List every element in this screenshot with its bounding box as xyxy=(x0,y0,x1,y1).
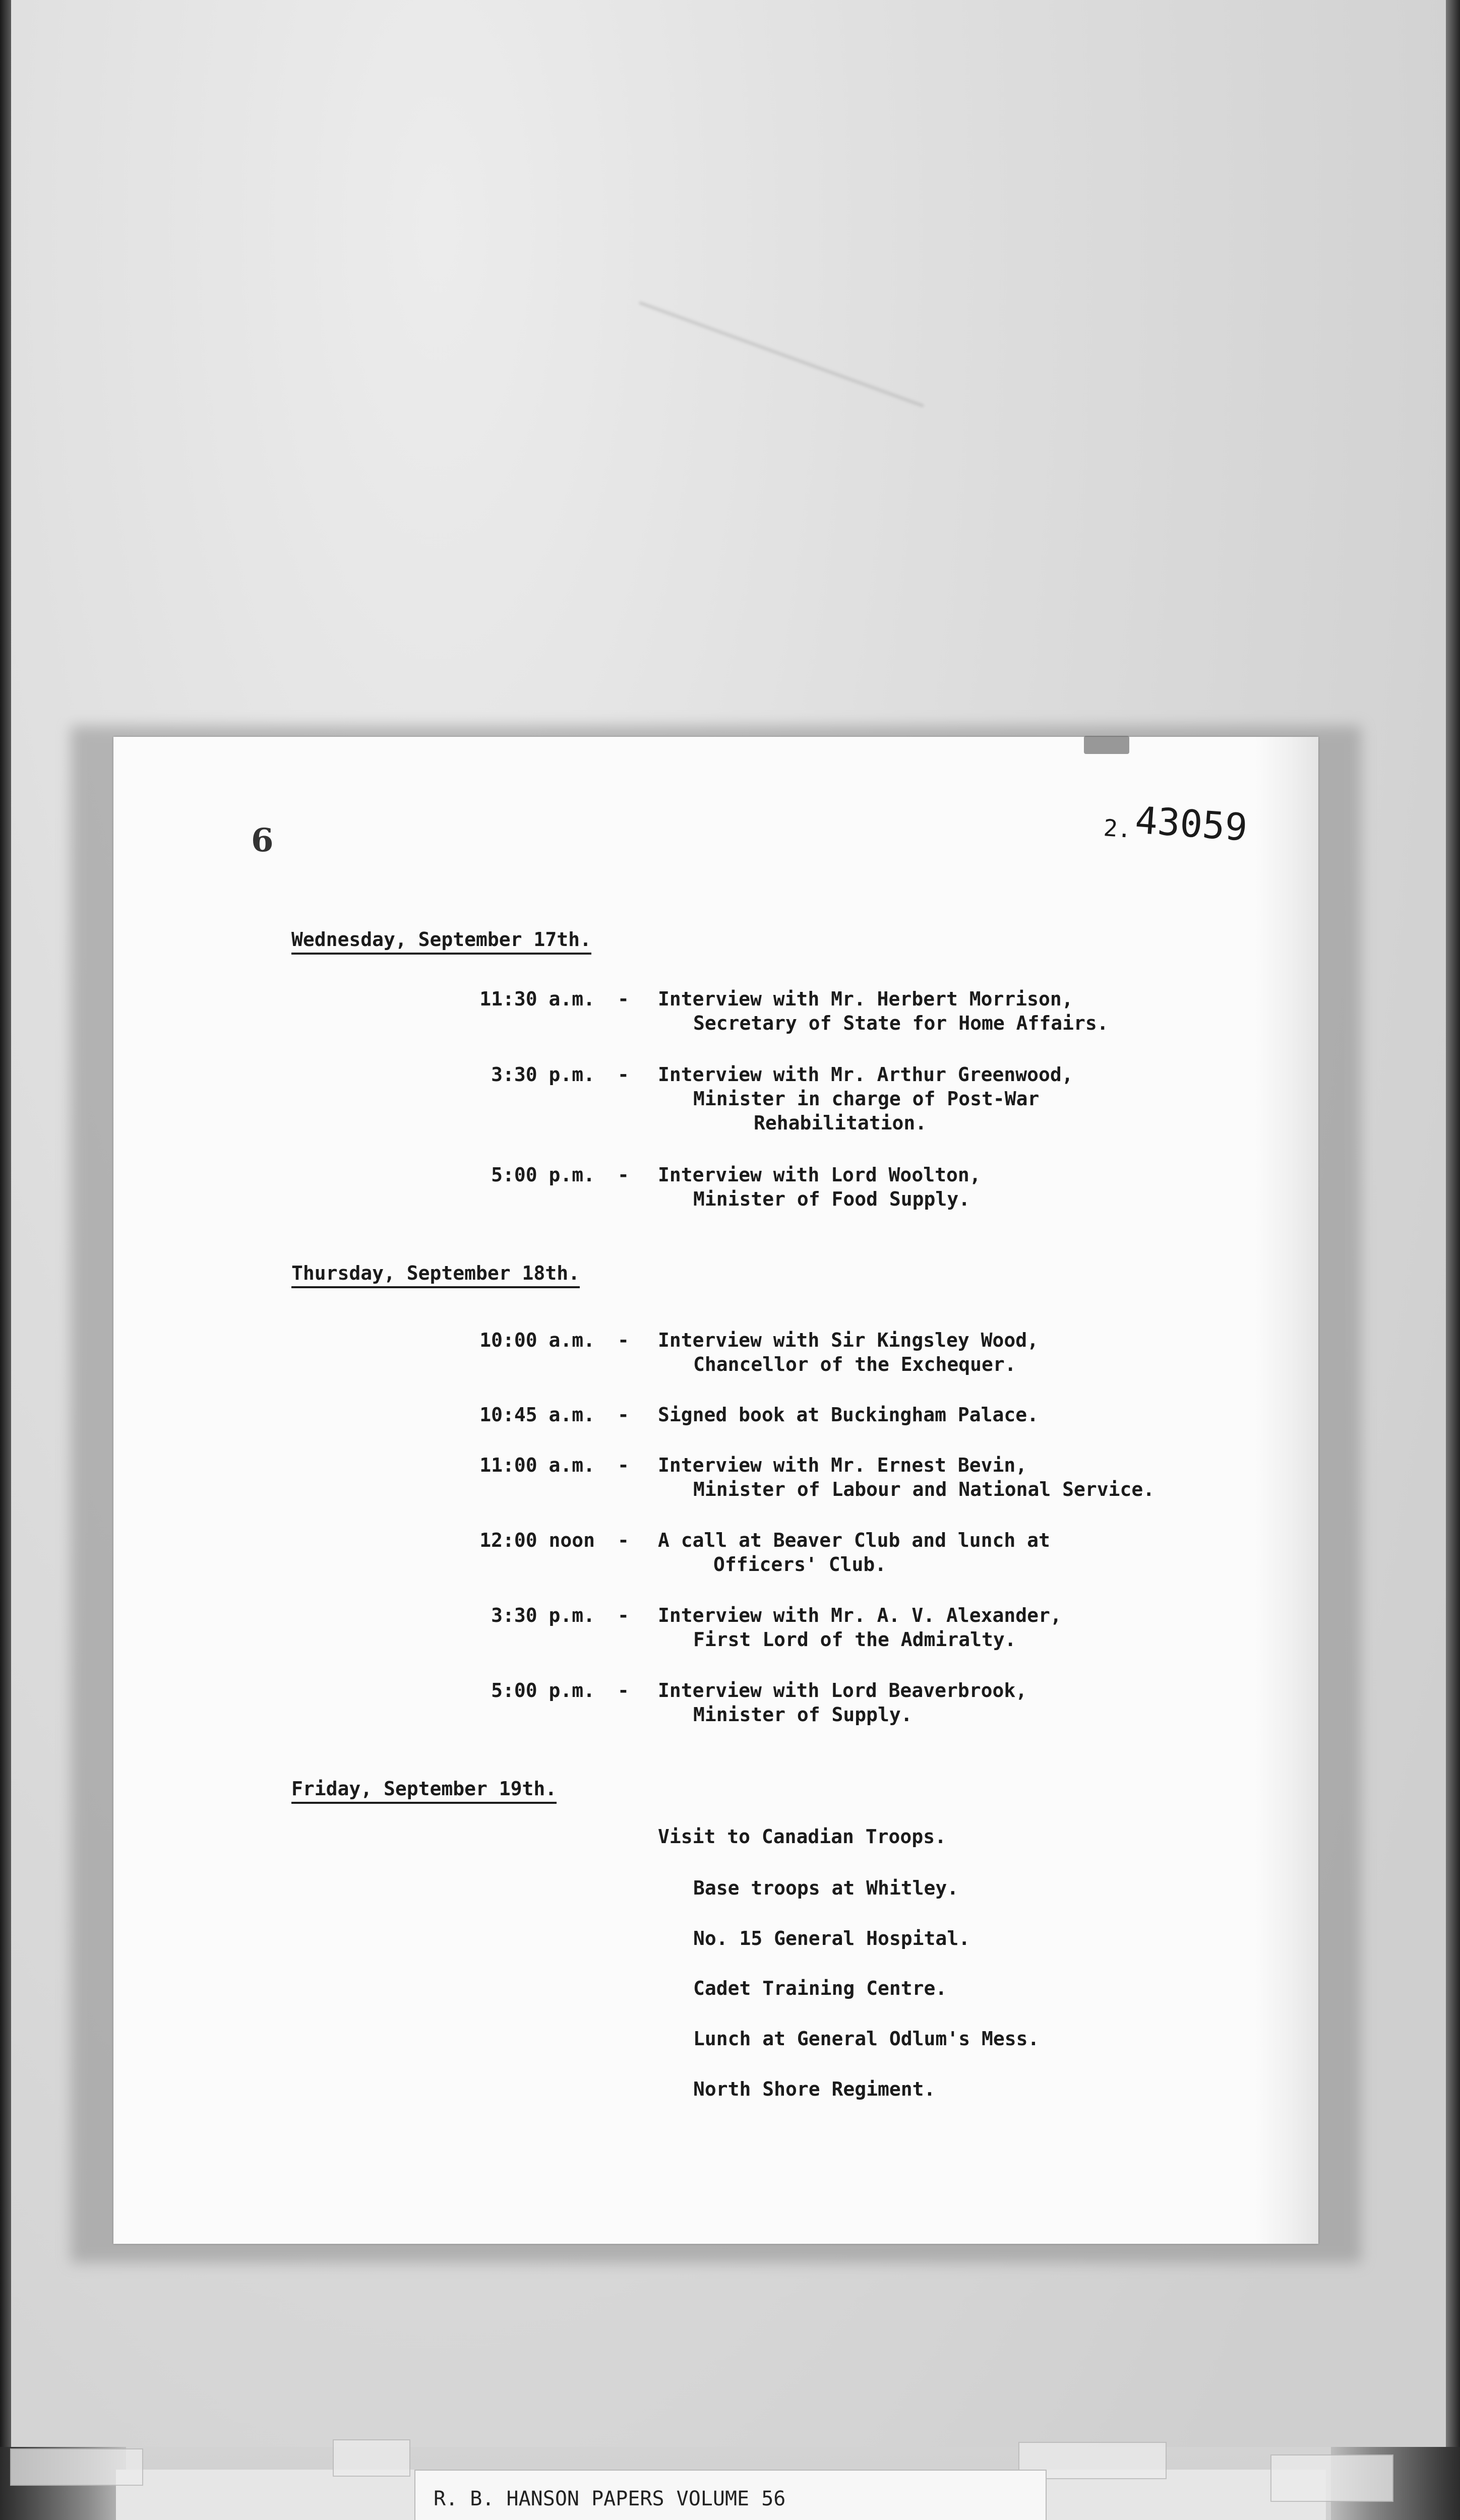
page-number-prefix: 2. xyxy=(1103,814,1133,843)
film-edge-right xyxy=(1446,0,1460,2520)
page-number-value: 43059 xyxy=(1133,798,1249,850)
volume-label-text: R. B. HANSON PAPERS VOLUME 56 xyxy=(434,2487,786,2510)
entry-dash: - xyxy=(618,988,629,1010)
entry-line: A call at Beaver Club and lunch at xyxy=(658,1529,1050,1551)
visit-item: Base troops at Whitley. xyxy=(693,1877,959,1899)
visit-item: No. 15 General Hospital. xyxy=(693,1927,970,1949)
entry-line: Interview with Mr. A. V. Alexander, xyxy=(658,1604,1062,1626)
entry-dash: - xyxy=(618,1454,629,1476)
entry-dash: - xyxy=(618,1329,629,1351)
entry-time: 3:30 p.m. xyxy=(491,1604,595,1626)
entry-line: Interview with Sir Kingsley Wood, xyxy=(658,1329,1039,1351)
entry-time: 5:00 p.m. xyxy=(491,1164,595,1186)
entry-dash: - xyxy=(618,1164,629,1186)
entry-dash: - xyxy=(618,1063,629,1086)
entry-line: First Lord of the Admiralty. xyxy=(693,1628,1016,1651)
entry-line: Minister of Food Supply. xyxy=(693,1188,970,1210)
entry-time: 10:45 a.m. xyxy=(479,1404,595,1426)
film-edge-left xyxy=(0,0,11,2520)
entry-line: Rehabilitation. xyxy=(754,1112,927,1134)
entry-dash: - xyxy=(618,1604,629,1626)
entry-line: Minister of Labour and National Service. xyxy=(693,1478,1155,1500)
visit-title: Visit to Canadian Troops. xyxy=(658,1825,946,1848)
entry-line: Secretary of State for Home Affairs. xyxy=(693,1012,1109,1034)
entry-line: Officers' Club. xyxy=(713,1553,887,1576)
entry-line: Chancellor of the Exchequer. xyxy=(693,1353,1016,1375)
entry-dash: - xyxy=(618,1404,629,1426)
entry-time: 11:00 a.m. xyxy=(479,1454,595,1476)
entry-time: 11:30 a.m. xyxy=(479,988,595,1010)
entry-dash: - xyxy=(618,1529,629,1551)
entry-line: Interview with Mr. Herbert Morrison, xyxy=(658,988,1073,1010)
tape-strip xyxy=(1270,2454,1393,2502)
tape-strip xyxy=(10,2448,143,2486)
entry-line: Interview with Mr. Ernest Bevin, xyxy=(658,1454,1027,1476)
visit-item: North Shore Regiment. xyxy=(693,2078,936,2100)
entry-time: 10:00 a.m. xyxy=(479,1329,595,1351)
sheet-clip-mark xyxy=(1084,736,1129,754)
entry-dash: - xyxy=(618,1679,629,1702)
tape-strip xyxy=(333,2439,410,2477)
visit-item: Cadet Training Centre. xyxy=(693,1977,947,1999)
sheet-curl xyxy=(1255,737,1318,2244)
entry-line: Minister of Supply. xyxy=(693,1704,912,1726)
entry-line: Minister in charge of Post-War xyxy=(693,1088,1040,1110)
entry-time: 5:00 p.m. xyxy=(491,1679,595,1702)
corner-mark: 6 xyxy=(251,822,274,859)
entry-line: Interview with Mr. Arthur Greenwood, xyxy=(658,1063,1073,1086)
entry-line: Interview with Lord Woolton, xyxy=(658,1164,981,1186)
day-heading-thursday: Thursday, September 18th. xyxy=(291,1261,580,1288)
entry-line: Signed book at Buckingham Palace. xyxy=(658,1404,1039,1426)
entry-line: Interview with Lord Beaverbrook, xyxy=(658,1679,1027,1702)
day-heading-friday: Friday, September 19th. xyxy=(291,1777,557,1804)
visit-item: Lunch at General Odlum's Mess. xyxy=(693,2028,1040,2050)
day-heading-wednesday: Wednesday, September 17th. xyxy=(291,927,591,955)
entry-time: 12:00 noon xyxy=(479,1529,595,1551)
entry-time: 3:30 p.m. xyxy=(491,1063,595,1086)
